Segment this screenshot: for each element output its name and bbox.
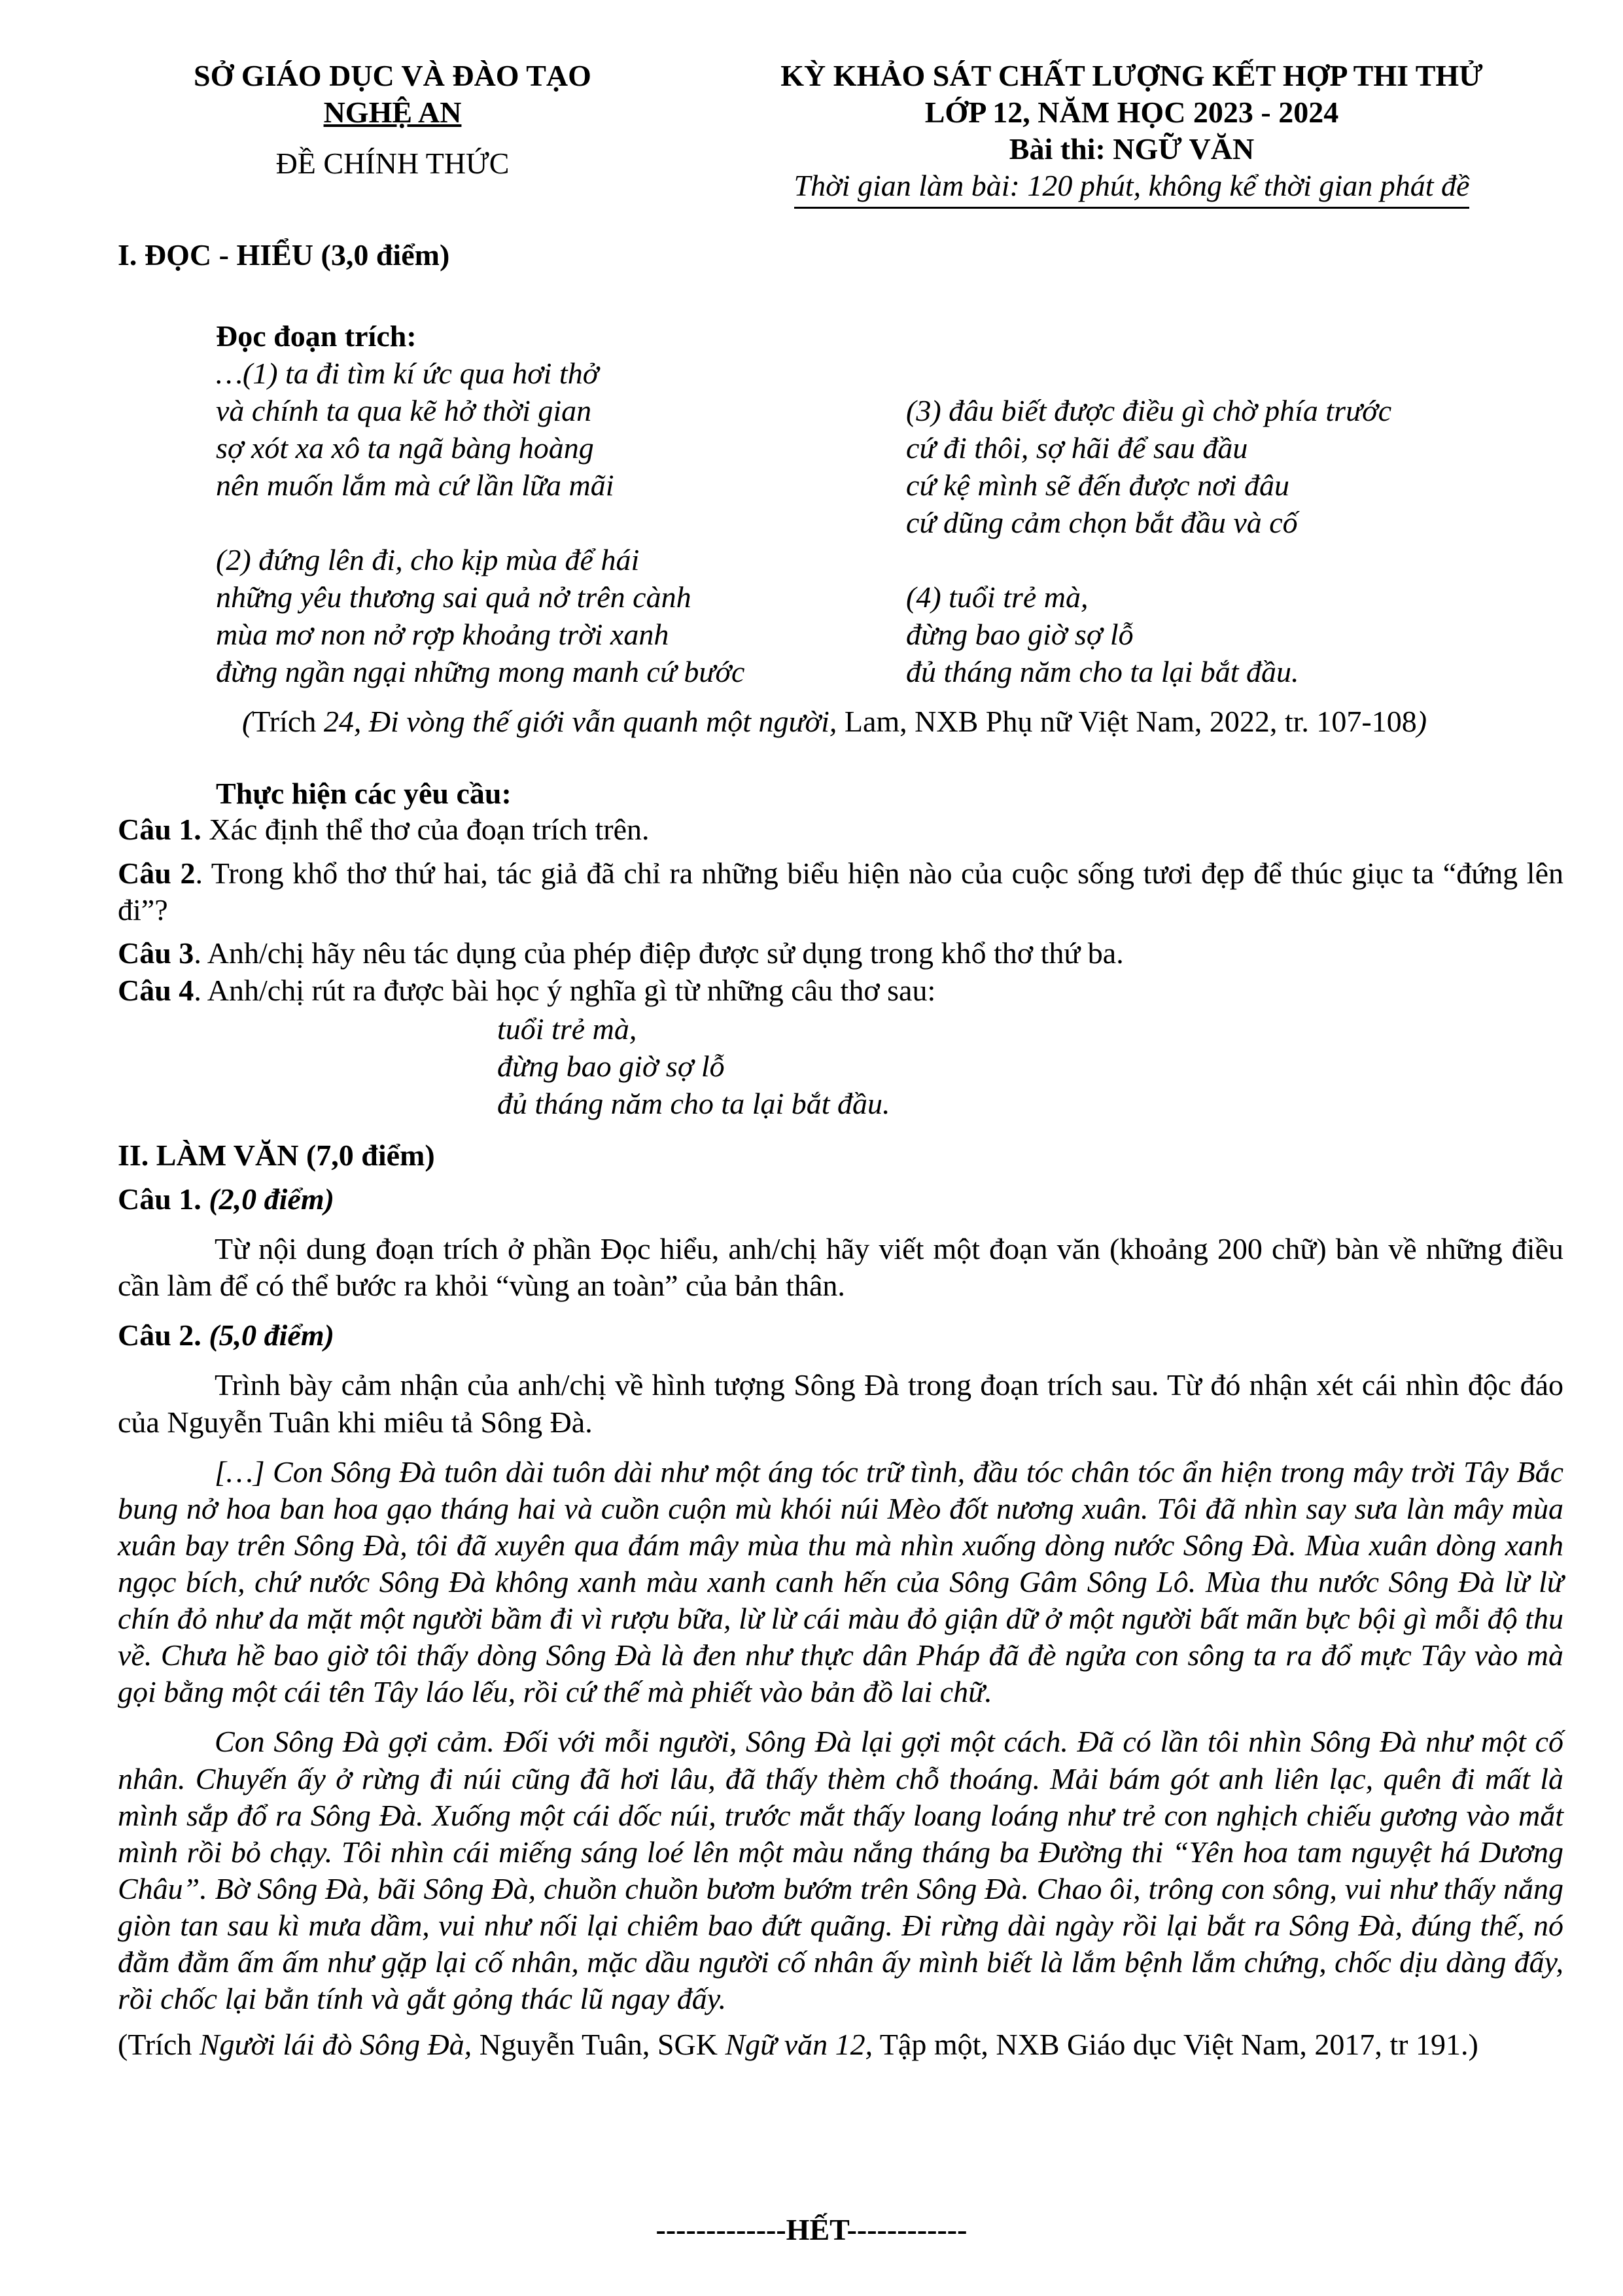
requirements-label: Thực hiện các yêu cầu:: [216, 777, 512, 810]
excerpt-paragraph-1: […] Con Sông Đà tuôn dài tuôn dài như một áng tóc trữ tình, đầu tóc chân tóc ẩn hiện trong mây trời Tây Bắc bung nở hoa ban hoa gạo tháng hai và cuồn cuộn mù khói núi Mèo đốt nương xuân. Tôi đã nhìn say sưa làn mây mùa xuân bay trên Sông Đà, tôi đã xuyên qua đám mây mùa thu mà nhìn xuống dòng nước Sông Đà. Mùa xuân dòng xanh ngọc bích, chứ nước Sông Đà không xanh màu xanh canh hến của Sông Gâm Sông Lô. Mùa thu nước Sông Đà lừ lừ chín đỏ như da mặt một người bầm đi vì rượu bữa, lừ lừ cái màu đỏ giận dữ ở một người bất mãn bực bội gì mỗi độ thu về. Chưa hề bao giờ tôi thấy dòng Sông Đà là đen như thực dân Pháp đã đè ngửa con sông ta ra đổ mực Tây vào mà gọi bằng một cái tên Tây láo lếu, rồi cứ thế mà phiết vào bản đồ lai chữ.: [118, 1455, 1563, 1709]
q2-text: Trình bày cảm nhận của anh/chị về hình tượng Sông Đà trong đoạn trích sau. Từ đó nhận xét cái nhìn độc đáo của Nguyễn Tuân khi miêu tả Sông Đà.: [118, 1368, 1563, 1439]
question-item: Câu 1. Xác định thể thơ của đoạn trích trên.: [118, 813, 650, 846]
poem-line: mùa mơ non nở rợp khoảng trời xanh: [216, 618, 669, 651]
quote-line: đủ tháng năm cho ta lại bắt đầu.: [497, 1087, 890, 1120]
poem-line: sợ xót xa xô ta ngã bàng hoàng: [216, 431, 594, 465]
exam-subject: Bài thi: NGỮ VĂN: [1009, 132, 1255, 166]
poem-line: đừng bao giờ sợ lỗ: [906, 618, 1134, 651]
poem-line: và chính ta qua kẽ hở thời gian: [216, 394, 592, 427]
poem-line: [216, 504, 744, 542]
poem-line: …(1) ta đi tìm kí ức qua hơi thở: [216, 357, 599, 390]
poem-line: đủ tháng năm cho ta lại bắt đầu.: [906, 655, 1299, 688]
poem-excerpt: [216, 318, 1524, 688]
question-item: Câu 3. Anh/chị hãy nêu tác dụng của phép điệp được sử dụng trong khổ thơ thứ ba.: [118, 936, 1124, 970]
poem-line: cứ kệ mình sẽ đến được nơi đâu: [906, 468, 1289, 502]
quote-line: đừng bao giờ sợ lỗ: [497, 1050, 725, 1083]
poem-line: (4) tuổi trẻ mà,: [906, 580, 1089, 614]
q1-text: Từ nội dung đoạn trích ở phần Đọc hiểu, anh/chị hãy viết một đoạn văn (khoảng 200 chữ) bàn về những điều cần làm để có thể bước ra khỏi “vùng an toàn” của bản thân.: [118, 1232, 1563, 1303]
q1-heading: Câu 1. (2,0 điểm): [118, 1182, 334, 1216]
exam-time: Thời gian làm bài: 120 phút, không kể thời gian phát đề: [794, 168, 1470, 209]
quote-line: tuổi trẻ mà,: [497, 1012, 637, 1046]
poem-line: [906, 542, 1391, 579]
q2-heading: Câu 2. (5,0 điểm): [118, 1318, 334, 1352]
poem-line: (3) đâu biết được điều gì chờ phía trước: [906, 394, 1392, 427]
question-list: [118, 811, 1563, 1016]
poem-line: cứ dũng cảm chọn bắt đầu và cố: [906, 506, 1298, 539]
part2-body: [118, 1181, 1563, 2063]
dept-line1: SỞ GIÁO DỤC VÀ ĐÀO TẠO: [194, 59, 591, 92]
poem-line: đừng ngần ngại những mong manh cứ bước: [216, 655, 745, 688]
excerpt-paragraph-2: Con Sông Đà gợi cảm. Đối với mỗi người, Sông Đà lại gợi một cách. Đã có lần tôi nhìn Sông Đà như một cố nhân. Chuyến ấy ở rừng đi núi cũng đã hơi lâu, đã thấy thèm chỗ thoáng. Mải bám gót anh liên lạc, quên đi mất là mình sắp đổ ra Sông Đà. Xuống một cái dốc núi, trước mắt thấy loang loáng như trẻ con nghịch chiếu gương vào mắt mình rồi bỏ chạy. Tôi nhìn cái miếng sáng loé lên một màu nắng tháng ba Đường thi “Yên hoa tam nguyệt há Dương Châu”. Bờ Sông Đà, bãi Sông Đà, chuồn chuồn bươm bướm trên Sông Đà. Chao ôi, trông con sông, vui như thấy nắng giòn tan sau kì mưa dầm, vui như nối lại chiêm bao đứt quãng. Đi rừng dài ngày rồi lại bắt ra Sông Đà, đúng thế, nó đằm đằm ấm ấm như gặp lại cố nhân, mặc dầu người cố nhân ấy mình biết là lắm bệnh lắm chứng, chốc dịu dàng đấy, rồi chốc lại bẳn tính và gắt gỏng thác lũ ngay đấy.: [118, 1725, 1563, 2016]
official-label: ĐỀ CHÍNH THỨC: [275, 147, 510, 181]
part1-title: I. ĐỌC - HIỂU (3,0 điểm): [118, 238, 450, 272]
poem-citation: (Trích 24, Đi vòng thế giới vẫn quanh một người, Lam, NXB Phụ nữ Việt Nam, 2022, tr. 107-108): [242, 705, 1427, 738]
header-exam: [687, 58, 1577, 209]
exam-title: KỲ KHẢO SÁT CHẤT LƯỢNG KẾT HỢP THI THỬ: [780, 59, 1483, 92]
poem-line: cứ đi thôi, sợ hãi để sau đầu: [906, 431, 1248, 465]
read-label: Đọc đoạn trích:: [216, 319, 417, 353]
question-item: Câu 4. Anh/chị rút ra được bài học ý nghĩa gì từ những câu thơ sau:: [118, 974, 936, 1008]
poem-left-column: [216, 355, 744, 691]
poem-right-column: [906, 393, 1391, 691]
exam-grade: LỚP 12, NĂM HỌC 2023 - 2024: [924, 96, 1339, 130]
excerpt-citation: (Trích Người lái đò Sông Đà, Nguyễn Tuân, SGK Ngữ văn 12, Tập một, NXB Giáo dục Việt Nam, 2017, tr 191.): [118, 2028, 1478, 2062]
quoted-verses: [497, 1011, 890, 1123]
poem-line: những yêu thương sai quả nở trên cành: [216, 580, 691, 614]
dept-line2: NGHỆ AN: [323, 96, 462, 130]
part2-title: II. LÀM VĂN (7,0 điểm): [118, 1139, 435, 1172]
poem-line: nên muốn lắm mà cứ lần lữa mãi: [216, 468, 614, 502]
question-item: Câu 2. Trong khổ thơ thứ hai, tác giả đã chỉ ra những biểu hiện nào của cuộc sống tươi đẹp để thúc giục ta “đứng lên đi”?: [118, 857, 1564, 927]
end-marker: -------------HẾT------------: [655, 2213, 968, 2246]
poem-line: (2) đứng lên đi, cho kịp mùa để hái: [216, 543, 640, 576]
header-department: [150, 58, 635, 182]
